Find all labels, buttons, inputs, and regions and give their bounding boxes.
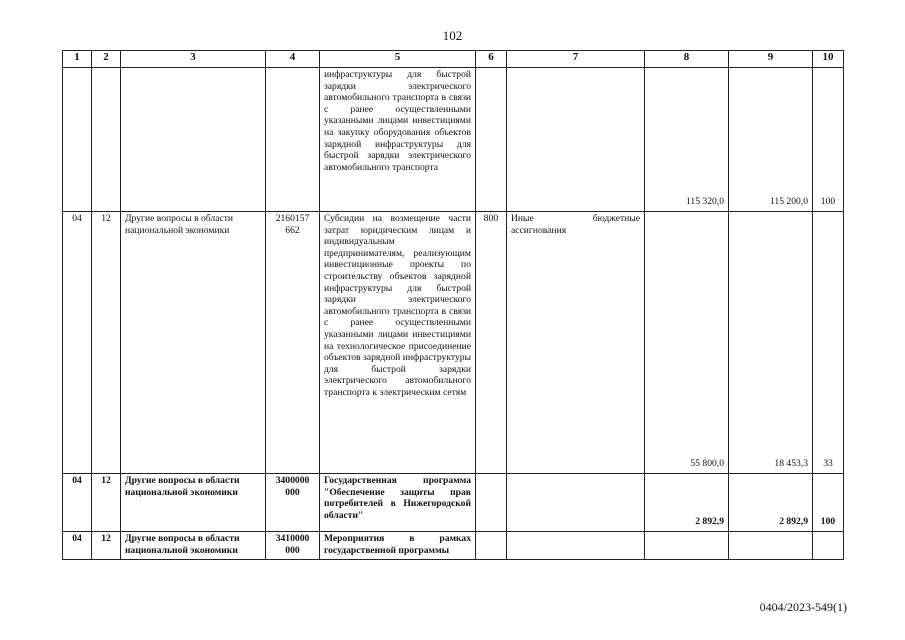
cell-target-code: 3410000 000 (266, 532, 320, 560)
cell-description: Субсидии на возмещение части затрат юридическим лицам и индивидуальным предпринимателям, реализующим инвестиционные проекты по строительству объектов зарядной инфраструктуры для быстрой зарядки электрического автомобильного транспорта в связи с ранее осуществленными указанными лицами инвестициями на технологическое присоединение объектов зарядной инфраструктуры для быстрой зарядки электрического автомобильного транспорта к электрическим сетям (320, 212, 476, 474)
cell-planned: 2 892,9 (645, 474, 729, 532)
cell-expense-type: Иные бюджетные ассигнования (507, 212, 645, 474)
column-header: 5 (320, 51, 476, 68)
cell-target-code (266, 68, 320, 212)
budget-table (62, 50, 844, 560)
table-row (63, 474, 844, 532)
cell-planned: 115 320,0 (645, 68, 729, 212)
header-row (63, 51, 844, 68)
cell-section-name: Другие вопросы в области национальной экономики (121, 532, 266, 560)
cell-description: Мероприятия в рамках государственной программы (320, 532, 476, 560)
table-row (63, 212, 844, 474)
table-row (63, 532, 844, 560)
cell-planned (645, 532, 729, 560)
cell-description: инфраструктуры для быстрой зарядки электрического автомобильного транспорта в связи с ранее осуществленными указанными лицами инвестициями на закупку оборудования объектов зарядной инфраструктуры для быстрой зарядки электрического автомобильного транспорта (320, 68, 476, 212)
cell-executed: 18 453,3 (729, 212, 813, 474)
cell-subsection (92, 68, 121, 212)
cell-expense-code (476, 68, 507, 212)
column-header: 7 (507, 51, 645, 68)
cell-subsection: 12 (92, 212, 121, 474)
column-header: 6 (476, 51, 507, 68)
cell-section-name: Другие вопросы в области национальной экономики (121, 474, 266, 532)
cell-target-code: 3400000 000 (266, 474, 320, 532)
cell-executed (729, 532, 813, 560)
column-header: 4 (266, 51, 320, 68)
cell-subsection: 12 (92, 532, 121, 560)
cell-percent: 100 (813, 68, 844, 212)
document-code: 0404/2023-549(1) (759, 600, 847, 614)
cell-subsection: 12 (92, 474, 121, 532)
column-header: 3 (121, 51, 266, 68)
cell-section (63, 68, 92, 212)
column-header: 10 (813, 51, 844, 68)
cell-expense-type (507, 532, 645, 560)
page-number: 102 (442, 28, 463, 43)
cell-section: 04 (63, 212, 92, 474)
column-header: 9 (729, 51, 813, 68)
cell-section: 04 (63, 532, 92, 560)
cell-percent: 100 (813, 474, 844, 532)
cell-section: 04 (63, 474, 92, 532)
cell-expense-code (476, 532, 507, 560)
column-header: 2 (92, 51, 121, 68)
cell-description: Государственная программа "Обеспечение защиты прав потребителей в Нижегородской области" (320, 474, 476, 532)
column-header: 8 (645, 51, 729, 68)
cell-executed: 2 892,9 (729, 474, 813, 532)
cell-section-name (121, 68, 266, 212)
cell-executed: 115 200,0 (729, 68, 813, 212)
cell-expense-code: 800 (476, 212, 507, 474)
table-row (63, 68, 844, 212)
cell-expense-code (476, 474, 507, 532)
cell-expense-type (507, 474, 645, 532)
column-header: 1 (63, 51, 92, 68)
cell-planned: 55 800,0 (645, 212, 729, 474)
cell-target-code: 2160157 662 (266, 212, 320, 474)
cell-expense-type (507, 68, 645, 212)
cell-percent: 33 (813, 212, 844, 474)
cell-percent (813, 532, 844, 560)
cell-section-name: Другие вопросы в области национальной экономики (121, 212, 266, 474)
